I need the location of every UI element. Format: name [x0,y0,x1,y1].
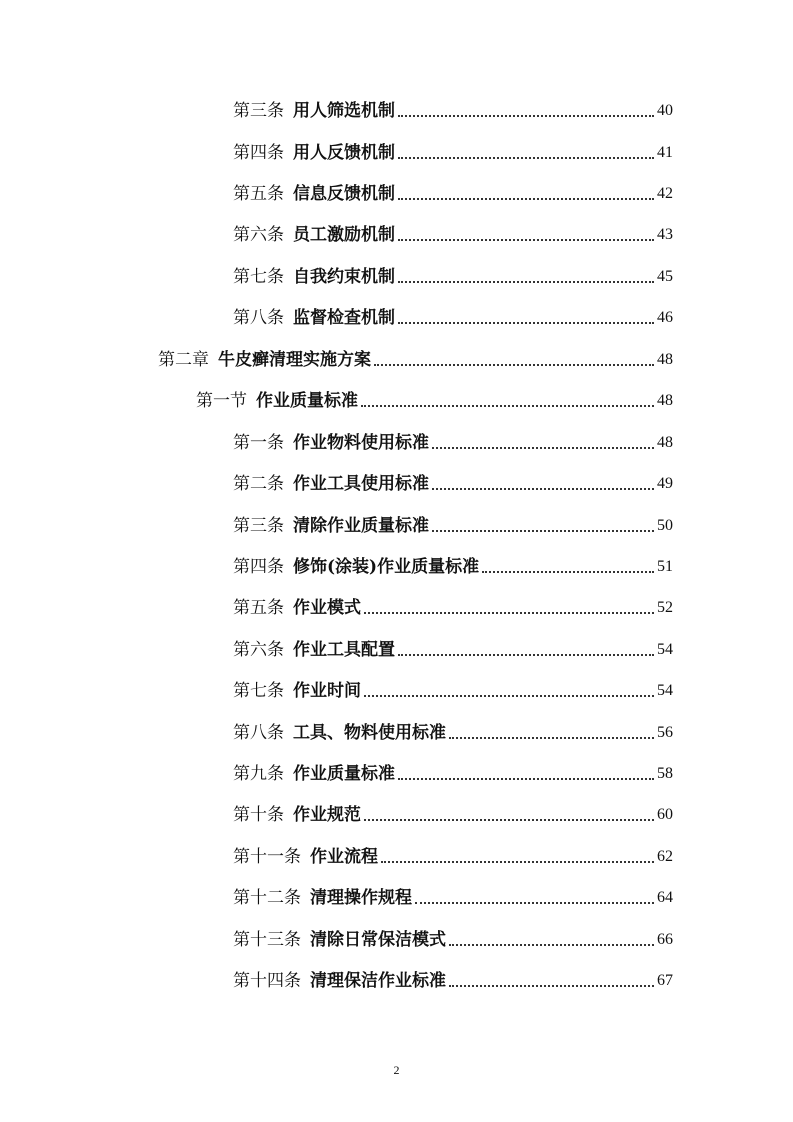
toc-entry-number: 第四条 [233,143,284,163]
toc-entry-title: 用人反馈机制 [293,143,395,163]
dot-leader [398,115,654,117]
toc-entry-number: 第一条 [233,433,284,453]
toc-entry-page: 54 [657,641,673,658]
toc-entry-page: 48 [657,434,673,451]
toc-entry-number: 第八条 [233,723,284,743]
toc-entry-number: 第六条 [233,640,284,660]
toc-entry[interactable] [233,262,673,288]
dot-leader [361,405,654,407]
toc-entry-title: 清除日常保洁模式 [310,930,446,950]
toc-entry[interactable] [233,883,673,909]
dot-leader [449,737,654,739]
toc-entry[interactable] [233,179,673,205]
dot-leader [398,322,654,324]
toc-entry[interactable] [233,511,673,537]
dot-leader [364,612,654,614]
dot-leader [364,695,654,697]
toc-entry[interactable] [233,593,673,619]
toc-entry[interactable] [233,718,673,744]
toc-entry-title: 清理操作规程 [310,888,412,908]
toc-entry-page: 58 [657,765,673,782]
dot-leader [432,530,654,532]
dot-leader [432,447,654,449]
toc-entry-chapter[interactable] [158,345,673,371]
dot-leader [364,819,654,821]
toc-entry-title: 修饰(涂装)作业质量标准 [293,557,480,577]
toc-entry[interactable] [233,842,673,868]
toc-entry-page: 48 [657,392,673,409]
dot-leader [432,488,654,490]
toc-entry-page: 50 [657,517,673,534]
toc-entry-number: 第十条 [233,805,284,825]
toc-entry-page: 41 [657,144,673,161]
toc-entry[interactable] [233,759,673,785]
toc-entry[interactable] [233,220,673,246]
toc-entry-number: 第七条 [233,681,284,701]
toc-entry[interactable] [233,925,673,951]
toc-entry-page: 56 [657,724,673,741]
toc-entry[interactable] [233,800,673,826]
toc-entry-number: 第三条 [233,101,284,121]
toc-entry-page: 66 [657,931,673,948]
toc-entry-page: 43 [657,226,673,243]
dot-leader [449,944,654,946]
toc-entry-page: 52 [657,599,673,616]
dot-leader [381,861,654,863]
dot-leader [398,198,654,200]
toc-entry-page: 45 [657,268,673,285]
toc-entry-page: 46 [657,309,673,326]
toc-entry-title: 员工激励机制 [293,225,395,245]
toc-entry-title: 作业工具配置 [293,640,395,660]
toc-entry-page: 60 [657,806,673,823]
toc-entry[interactable] [233,138,673,164]
toc-entry-title: 监督检查机制 [293,308,395,328]
dot-leader [449,985,654,987]
toc-entry-number: 第二条 [233,474,284,494]
dot-leader [398,654,654,656]
toc-entry-number: 第九条 [233,764,284,784]
dot-leader [398,239,654,241]
toc-entry-number: 第十四条 [233,971,301,991]
toc-entry-number: 第十二条 [233,888,301,908]
toc-entry-page: 48 [657,351,673,368]
toc-entry-title: 用人筛选机制 [293,101,395,121]
toc-entry-title: 牛皮癣清理实施方案 [218,350,371,370]
toc-entry-number: 第二章 [158,350,209,370]
dot-leader [398,778,654,780]
dot-leader [374,364,654,366]
toc-entry-title: 作业流程 [310,847,378,867]
toc-entry-number: 第八条 [233,308,284,328]
toc-entry-number: 第六条 [233,225,284,245]
toc-entry-page: 67 [657,972,673,989]
toc-entry-number: 第七条 [233,267,284,287]
toc-entry-title: 作业质量标准 [256,391,358,411]
toc-entry-title: 清理保洁作业标准 [310,971,446,991]
toc-entry-page: 54 [657,682,673,699]
dot-leader [398,281,654,283]
toc-entry-title: 清除作业质量标准 [293,516,429,536]
toc-entry-number: 第一节 [196,391,247,411]
toc-entry-title: 作业模式 [293,598,361,618]
toc-entry-page: 62 [657,848,673,865]
toc-entry-page: 42 [657,185,673,202]
toc-entry-title: 作业质量标准 [293,764,395,784]
toc-entry-page: 40 [657,102,673,119]
toc-entry-title: 信息反馈机制 [293,184,395,204]
toc-entry-number: 第十三条 [233,930,301,950]
toc-entry[interactable] [233,552,673,578]
toc-entry-number: 第三条 [233,516,284,536]
toc-entry-title: 工具、物料使用标准 [293,723,446,743]
toc-entry[interactable] [233,303,673,329]
toc-entry-title: 自我约束机制 [293,267,395,287]
toc-entry-page: 51 [657,558,673,575]
toc-entry-title: 作业规范 [293,805,361,825]
dot-leader [415,902,654,904]
toc-entry[interactable] [233,469,673,495]
toc-entry-page: 49 [657,475,673,492]
toc-entry[interactable] [233,676,673,702]
dot-leader [398,157,654,159]
toc-entry-number: 第五条 [233,184,284,204]
toc-entry-title: 作业物料使用标准 [293,433,429,453]
toc-entry-number: 第四条 [233,557,284,577]
page-number: 2 [393,1063,400,1077]
toc-entry-number: 第十一条 [233,847,301,867]
toc-entry-title: 作业工具使用标准 [293,474,429,494]
toc-entry[interactable] [233,428,673,454]
toc-entry-page: 64 [657,889,673,906]
toc-entry[interactable] [233,966,673,992]
toc-entry[interactable] [233,635,673,661]
toc-entry-section[interactable] [196,386,673,412]
toc-entry-title: 作业时间 [293,681,361,701]
dot-leader [482,571,654,573]
toc-entry-number: 第五条 [233,598,284,618]
toc-entry[interactable] [233,96,673,122]
